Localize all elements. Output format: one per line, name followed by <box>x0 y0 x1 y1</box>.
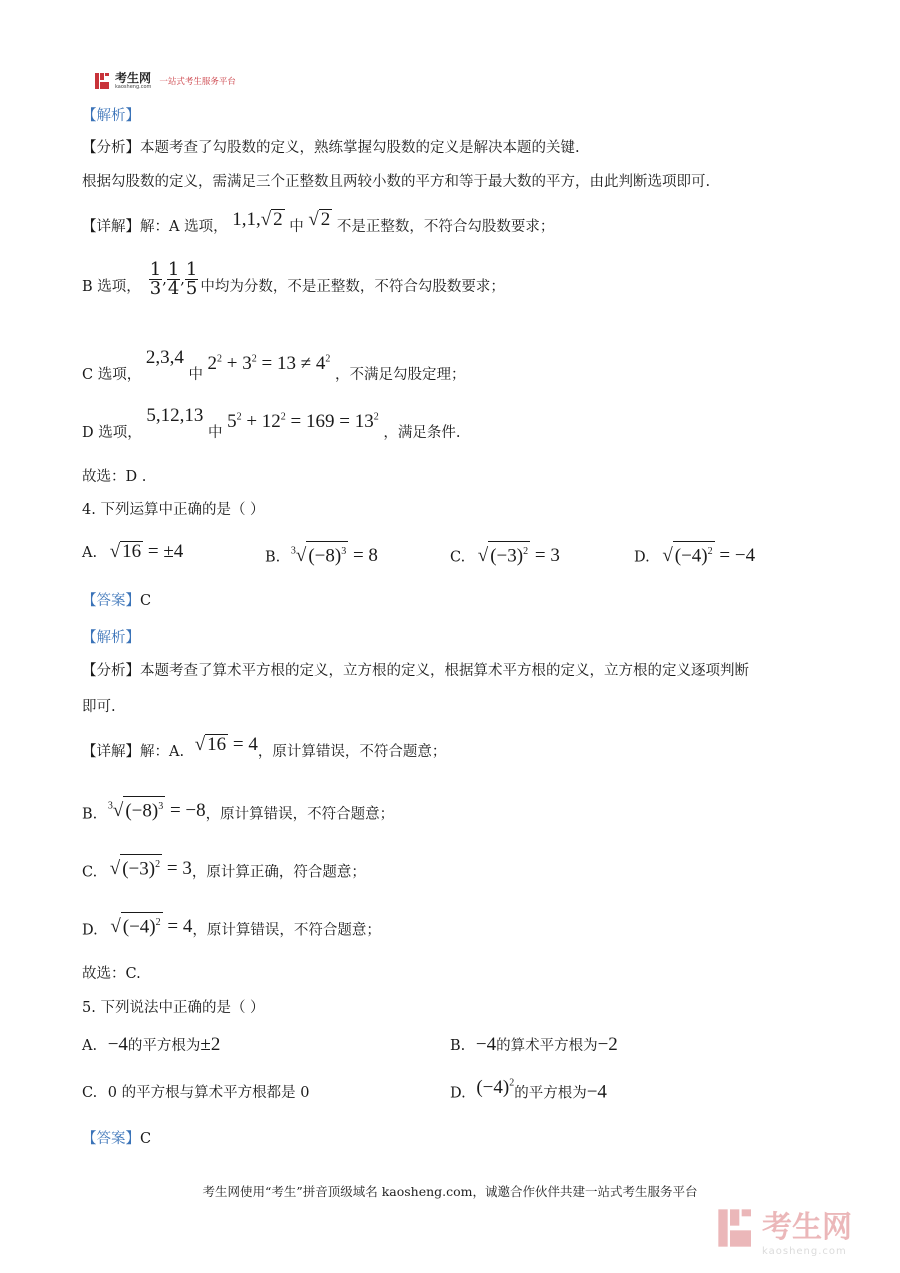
q4-answer-tag: 【答案】 <box>82 593 140 609</box>
q4-jiexi-tag: 【解析】 <box>82 630 140 646</box>
q4-opt-b-math: $^3$√ $(-8)^3 = 8$ <box>291 545 378 566</box>
q4-detail-c <box>82 856 366 882</box>
q3-a-rest: 不是正整数，不符合勾股数要求； <box>336 219 555 235</box>
q3-xiangjie-tag: 【详解】 <box>82 219 140 235</box>
q4-detail-d <box>82 914 381 940</box>
q5-opt-b-text: 的算术平方根为 <box>496 1038 598 1054</box>
q3-d-eq: $5^2 + 12^2 = 169 = 13^2$ <box>227 411 379 433</box>
q4-b-rest: ，原计算错误，不符合题意； <box>205 806 395 823</box>
watermark-name: 考生网 <box>762 1210 852 1245</box>
q5-option-a: A. −4的平方根为±2 <box>82 1034 221 1055</box>
logo-mark-icon <box>95 72 111 90</box>
q4-xiangjie-tag: 【详解】 <box>82 744 140 760</box>
q4-guxuan: 故选：C. <box>82 966 141 982</box>
q3-c-zhong: 中 <box>188 367 203 384</box>
q5-opt-c-label: C. <box>82 1085 98 1101</box>
q5-answer-value: C <box>140 1131 152 1147</box>
q4-a-rest: ，原计算错误，不符合题意； <box>257 744 447 760</box>
q3-b-rest: 中均为分数，不是正整数，不符合勾股数要求； <box>200 279 505 295</box>
watermark-domain: kaosheng.com <box>762 1246 847 1257</box>
logo-name: 考生网 <box>115 70 152 85</box>
q5-answer-tag: 【答案】 <box>82 1131 140 1147</box>
q4-b-label: B. <box>82 806 98 823</box>
q5-opt-d-label: D. <box>450 1085 466 1102</box>
q3-c-nums: 2,3,4 <box>145 347 184 369</box>
q3-c-eq: $2^2 + 3^2 = 13 \ne 4^2$ <box>207 353 331 375</box>
q4-opt-a-label: A. <box>82 545 98 561</box>
logo-slogan: 一站式考生服务平台 <box>159 77 236 87</box>
q3-a-root: 2 <box>273 209 283 230</box>
q3-a-sqrt2: √ 2 <box>308 209 331 230</box>
q3-detail-c <box>82 345 466 385</box>
q3-fenxi-text: 本题考查了勾股数的定义，熟练掌握勾股数的定义是解决本题的关键. <box>140 140 580 156</box>
q5-option-b: B. −4的算术平方根为−2 <box>450 1034 618 1055</box>
q4-c-math: √ $(-3)^2 = 3$ <box>110 858 192 879</box>
q4-opt-c-math: √ $(-3)^2 = 3$ <box>478 545 560 566</box>
q4-opt-c-label: C. <box>450 549 466 566</box>
q4-opt-b-label: B. <box>265 549 281 566</box>
q4-d-rest: ，原计算错误，不符合题意； <box>192 922 381 939</box>
q3-fenxi2: 根据勾股数的定义，需满足三个正整数且两较小数的平方和等于最大数的平方，由此判断选项即可. <box>82 174 711 190</box>
q3-d-zhong: 中 <box>207 425 223 442</box>
q5-opt-a-text: 的平方根为 <box>127 1038 201 1054</box>
q4-fenxi-tag: 【分析】 <box>82 663 140 679</box>
q4-option-a <box>82 541 183 563</box>
q3-detail-b <box>82 258 505 312</box>
q3-b-fracs: $\frac{1}{3}$ , $\frac{1}{4}$ , $\frac{1}{5}$ <box>149 258 198 299</box>
q4-answer-value: C <box>140 593 152 609</box>
q4-opt-a-math: √ 16 = ±4 <box>109 541 184 562</box>
q3-a-intro: 解：A 选项， <box>140 219 228 235</box>
q5-answer <box>82 1129 151 1149</box>
q3-c-label: C 选项， <box>82 367 142 384</box>
q4-a-intro: 解：A. <box>140 744 185 760</box>
q4-d-label: D. <box>82 922 98 939</box>
q3-fenxi <box>82 138 580 158</box>
watermark <box>718 1202 852 1257</box>
logo-domain: kaosheng.com <box>115 83 152 90</box>
q4-d-math: √ $(-4)^2 = 4$ <box>110 916 192 937</box>
q4-option-c <box>450 541 560 567</box>
q5-stem: 5. 下列说法中正确的是（ ） <box>82 1000 265 1016</box>
q3-a-nums: 1,1, <box>232 209 261 230</box>
q5-opt-b-label: B. <box>450 1038 466 1054</box>
q3-guxuan: 故选：D . <box>82 469 147 485</box>
q4-c-rest: ，原计算正确，符合题意； <box>191 864 366 881</box>
q4-opt-d-math: √ $(-4)^2 = -4$ <box>662 545 755 566</box>
q4-answer <box>82 591 151 611</box>
q3-fenxi-tag: 【分析】 <box>82 140 140 156</box>
q3-a-math: 1,1,√ 2 <box>232 209 283 230</box>
q3-b-label: B 选项， <box>82 279 141 295</box>
q4-opt-d-label: D. <box>634 549 650 566</box>
q5-option-c <box>82 1083 309 1103</box>
q3-d-rest: ，满足条件. <box>383 425 461 442</box>
q3-jiexi-tag: 【解析】 <box>82 108 140 124</box>
q4-option-d <box>634 541 755 567</box>
q5-opt-d-text: 的平方根为 <box>514 1085 587 1102</box>
q4-option-b <box>265 541 378 567</box>
q4-stem: 4. 下列运算中正确的是（ ） <box>82 502 265 518</box>
q4-fenxi <box>82 661 749 681</box>
q4-detail-b <box>82 798 394 824</box>
q5-opt-a-label: A. <box>82 1038 98 1054</box>
q3-d-nums: 5,12,13 <box>146 405 204 427</box>
watermark-mark-icon <box>718 1207 756 1253</box>
q3-d-label: D 选项， <box>82 425 142 442</box>
q3-detail-d <box>82 403 460 443</box>
q3-c-rest: ，不满足勾股定理； <box>335 367 466 384</box>
q4-c-label: C. <box>82 864 98 881</box>
q5-option-d: D. $(-4)^2$的平方根为−4 <box>450 1077 607 1103</box>
q4-fenxi-text: 本题考查了算术平方根的定义，立方根的定义，根据算术平方根的定义，立方根的定义逐项判断 <box>140 663 749 679</box>
header-logo <box>95 72 236 90</box>
q5-opt-c-text: 0 的平方根与算术平方根都是 0 <box>107 1085 310 1101</box>
q4-b-math: $^3$√ $(-8)^3 = -8$ <box>108 800 206 821</box>
q4-detail-a <box>82 734 447 762</box>
q4-a-math: √ 16 = 4 <box>194 734 258 755</box>
q3-detail-a <box>82 209 555 237</box>
q4-fenxi2: 即可. <box>82 699 116 715</box>
q3-a-zhong: 中 <box>289 219 304 235</box>
page-footer: 考生网使用“考生”拼音顶级域名 kaosheng.com，诚邀合作伙伴共建一站式考生服务平台 <box>202 1184 698 1199</box>
